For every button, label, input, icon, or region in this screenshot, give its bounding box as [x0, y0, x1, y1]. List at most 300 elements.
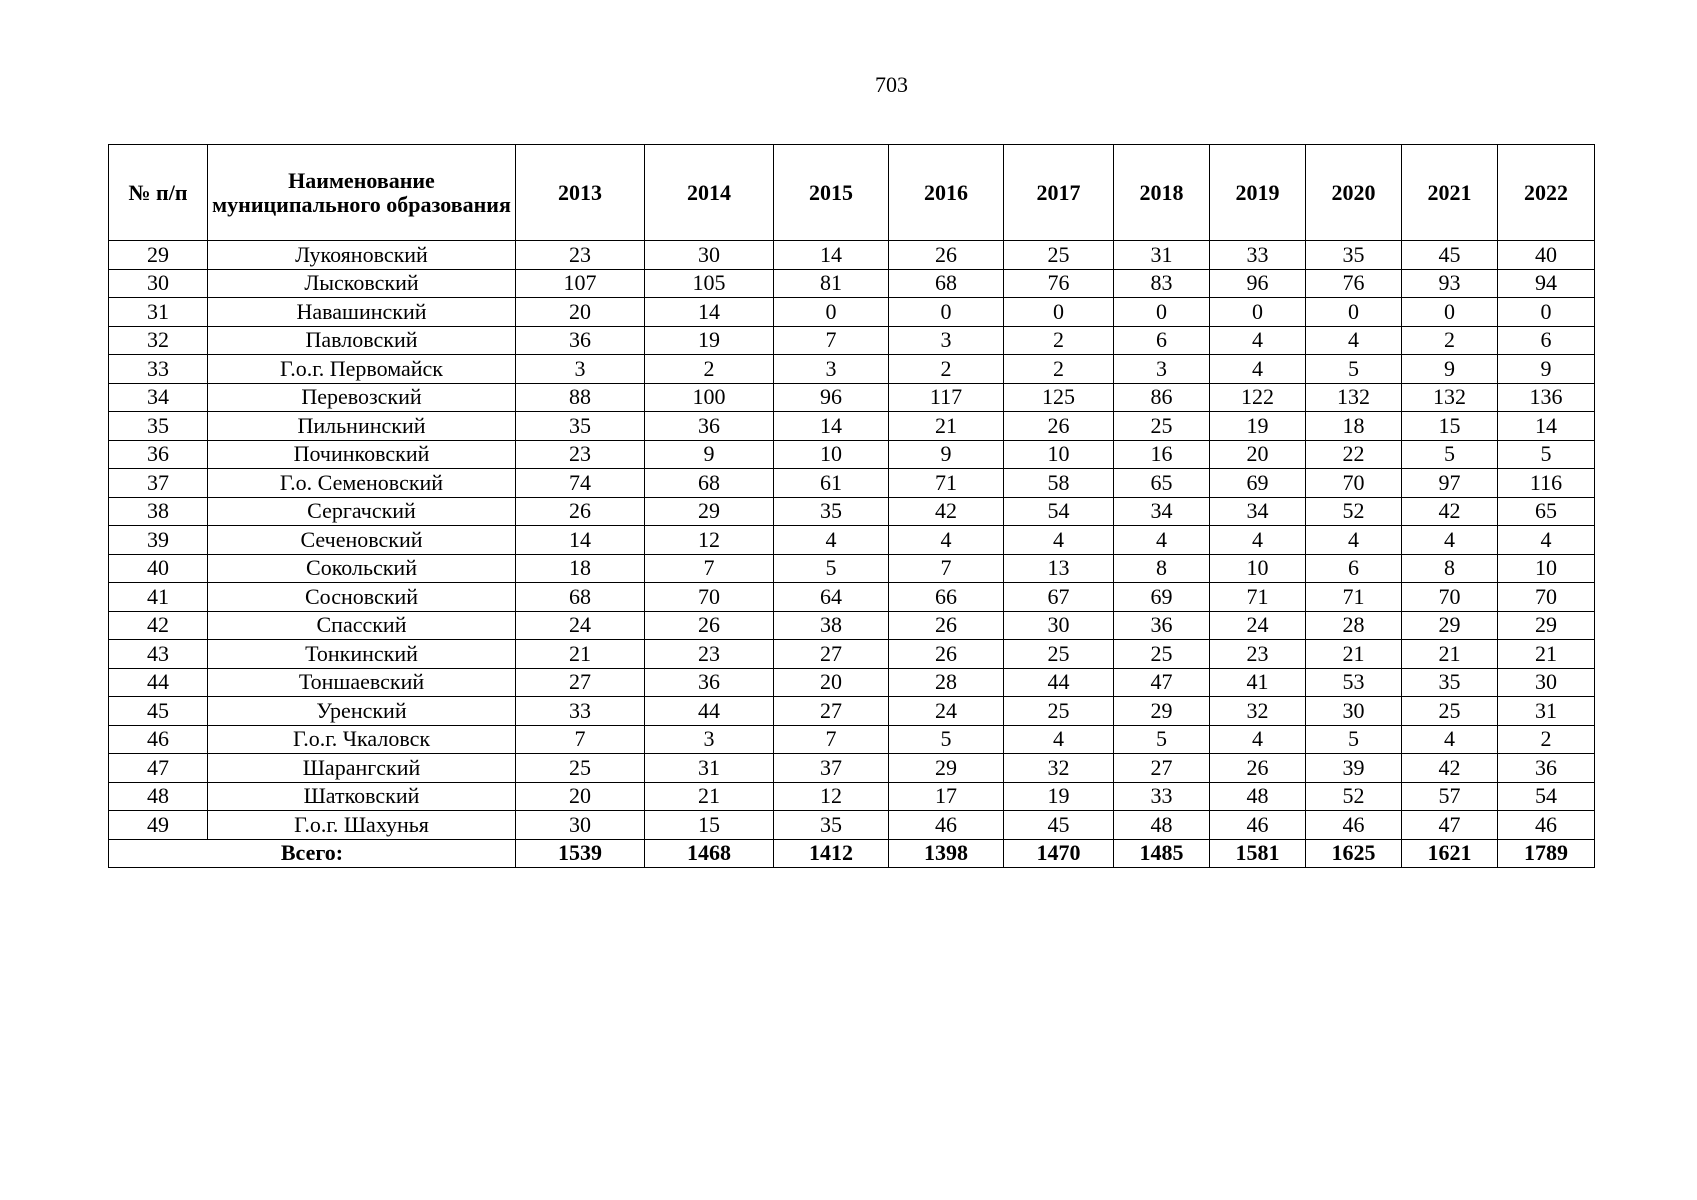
value-cell: 6 [1498, 326, 1595, 355]
value-cell: 36 [1114, 611, 1210, 640]
header-year: 2014 [645, 145, 774, 241]
value-cell: 23 [1210, 640, 1306, 669]
value-cell: 3 [1114, 355, 1210, 384]
value-cell: 15 [1402, 412, 1498, 441]
value-cell: 94 [1498, 269, 1595, 298]
total-value-cell: 1789 [1498, 839, 1595, 868]
value-cell: 3 [645, 725, 774, 754]
value-cell: 70 [1498, 583, 1595, 612]
total-row [109, 839, 1595, 868]
table-row [109, 326, 1595, 355]
value-cell: 35 [774, 497, 889, 526]
value-cell: 136 [1498, 383, 1595, 412]
value-cell: 36 [516, 326, 645, 355]
value-cell: 69 [1210, 469, 1306, 498]
value-cell: 33 [1210, 241, 1306, 270]
value-cell: 0 [1306, 298, 1402, 327]
municipality-name-cell: Г.о.г. Первомайск [208, 355, 516, 384]
value-cell: 12 [774, 782, 889, 811]
header-row [109, 145, 1595, 241]
value-cell: 16 [1114, 440, 1210, 469]
value-cell: 54 [1004, 497, 1114, 526]
value-cell: 13 [1004, 554, 1114, 583]
value-cell: 83 [1114, 269, 1210, 298]
value-cell: 132 [1402, 383, 1498, 412]
value-cell: 31 [1114, 241, 1210, 270]
value-cell: 9 [889, 440, 1004, 469]
value-cell: 0 [1114, 298, 1210, 327]
value-cell: 48 [1210, 782, 1306, 811]
row-number-cell: 46 [109, 725, 208, 754]
value-cell: 69 [1114, 583, 1210, 612]
value-cell: 27 [774, 640, 889, 669]
page-number: 703 [875, 72, 908, 97]
value-cell: 58 [1004, 469, 1114, 498]
value-cell: 46 [1306, 811, 1402, 840]
value-cell: 5 [1306, 355, 1402, 384]
municipality-name-cell: Г.о.г. Шахунья [208, 811, 516, 840]
value-cell: 67 [1004, 583, 1114, 612]
row-number-cell: 47 [109, 754, 208, 783]
value-cell: 0 [774, 298, 889, 327]
municipality-name-cell: Сосновский [208, 583, 516, 612]
row-number-cell: 44 [109, 668, 208, 697]
value-cell: 4 [1306, 326, 1402, 355]
header-year: 2019 [1210, 145, 1306, 241]
value-cell: 46 [889, 811, 1004, 840]
value-cell: 30 [645, 241, 774, 270]
value-cell: 61 [774, 469, 889, 498]
municipality-name-cell: Перевозский [208, 383, 516, 412]
value-cell: 86 [1114, 383, 1210, 412]
value-cell: 4 [1004, 526, 1114, 555]
table-body [109, 241, 1595, 840]
row-number-cell: 31 [109, 298, 208, 327]
value-cell: 105 [645, 269, 774, 298]
value-cell: 52 [1306, 782, 1402, 811]
value-cell: 14 [774, 241, 889, 270]
table-row [109, 811, 1595, 840]
value-cell: 24 [889, 697, 1004, 726]
table-row [109, 269, 1595, 298]
header-year: 2013 [516, 145, 645, 241]
value-cell: 42 [1402, 497, 1498, 526]
value-cell: 26 [645, 611, 774, 640]
municipality-name-cell: Г.о. Семеновский [208, 469, 516, 498]
value-cell: 100 [645, 383, 774, 412]
municipality-name-cell: Спасский [208, 611, 516, 640]
municipality-name-cell: Тоншаевский [208, 668, 516, 697]
header-year: 2020 [1306, 145, 1402, 241]
value-cell: 15 [645, 811, 774, 840]
table-row [109, 497, 1595, 526]
value-cell: 36 [645, 668, 774, 697]
value-cell: 30 [1004, 611, 1114, 640]
value-cell: 14 [645, 298, 774, 327]
value-cell: 48 [1114, 811, 1210, 840]
value-cell: 26 [516, 497, 645, 526]
value-cell: 40 [1498, 241, 1595, 270]
value-cell: 47 [1114, 668, 1210, 697]
value-cell: 70 [1402, 583, 1498, 612]
header-number: № п/п [109, 145, 208, 241]
table-row [109, 782, 1595, 811]
value-cell: 71 [1210, 583, 1306, 612]
value-cell: 12 [645, 526, 774, 555]
value-cell: 74 [516, 469, 645, 498]
value-cell: 2 [1402, 326, 1498, 355]
value-cell: 5 [889, 725, 1004, 754]
municipality-name-cell: Лысковский [208, 269, 516, 298]
value-cell: 32 [1004, 754, 1114, 783]
row-number-cell: 39 [109, 526, 208, 555]
value-cell: 45 [1402, 241, 1498, 270]
value-cell: 21 [1402, 640, 1498, 669]
total-value-cell: 1581 [1210, 839, 1306, 868]
value-cell: 4 [774, 526, 889, 555]
value-cell: 28 [889, 668, 1004, 697]
table-row [109, 355, 1595, 384]
value-cell: 41 [1210, 668, 1306, 697]
value-cell: 70 [645, 583, 774, 612]
value-cell: 68 [645, 469, 774, 498]
value-cell: 25 [1004, 241, 1114, 270]
row-number-cell: 32 [109, 326, 208, 355]
row-number-cell: 40 [109, 554, 208, 583]
table-row [109, 583, 1595, 612]
value-cell: 65 [1114, 469, 1210, 498]
value-cell: 7 [645, 554, 774, 583]
table-row [109, 725, 1595, 754]
value-cell: 20 [774, 668, 889, 697]
table-row [109, 697, 1595, 726]
value-cell: 117 [889, 383, 1004, 412]
value-cell: 4 [1498, 526, 1595, 555]
value-cell: 31 [1498, 697, 1595, 726]
value-cell: 4 [1210, 526, 1306, 555]
row-number-cell: 30 [109, 269, 208, 298]
municipality-name-cell: Сергачский [208, 497, 516, 526]
value-cell: 25 [516, 754, 645, 783]
municipality-name-cell: Сеченовский [208, 526, 516, 555]
row-number-cell: 37 [109, 469, 208, 498]
value-cell: 93 [1402, 269, 1498, 298]
value-cell: 10 [774, 440, 889, 469]
value-cell: 8 [1114, 554, 1210, 583]
value-cell: 25 [1114, 412, 1210, 441]
municipality-name-cell: Шарангский [208, 754, 516, 783]
value-cell: 9 [1402, 355, 1498, 384]
value-cell: 19 [645, 326, 774, 355]
value-cell: 70 [1306, 469, 1402, 498]
header-year: 2017 [1004, 145, 1114, 241]
value-cell: 64 [774, 583, 889, 612]
value-cell: 26 [889, 640, 1004, 669]
municipality-name-cell: Павловский [208, 326, 516, 355]
value-cell: 38 [774, 611, 889, 640]
value-cell: 35 [1306, 241, 1402, 270]
value-cell: 21 [889, 412, 1004, 441]
value-cell: 4 [1004, 725, 1114, 754]
value-cell: 29 [1498, 611, 1595, 640]
value-cell: 0 [1402, 298, 1498, 327]
row-number-cell: 38 [109, 497, 208, 526]
municipality-name-cell: Сокольский [208, 554, 516, 583]
value-cell: 29 [645, 497, 774, 526]
value-cell: 33 [516, 697, 645, 726]
header-year: 2018 [1114, 145, 1210, 241]
row-number-cell: 43 [109, 640, 208, 669]
value-cell: 26 [1004, 412, 1114, 441]
value-cell: 25 [1004, 697, 1114, 726]
value-cell: 0 [1210, 298, 1306, 327]
value-cell: 0 [1498, 298, 1595, 327]
value-cell: 57 [1402, 782, 1498, 811]
row-number-cell: 33 [109, 355, 208, 384]
row-number-cell: 45 [109, 697, 208, 726]
row-number-cell: 34 [109, 383, 208, 412]
value-cell: 66 [889, 583, 1004, 612]
value-cell: 4 [1210, 725, 1306, 754]
value-cell: 21 [645, 782, 774, 811]
value-cell: 96 [774, 383, 889, 412]
value-cell: 7 [774, 725, 889, 754]
value-cell: 0 [889, 298, 1004, 327]
value-cell: 17 [889, 782, 1004, 811]
value-cell: 4 [889, 526, 1004, 555]
value-cell: 31 [645, 754, 774, 783]
table-row [109, 526, 1595, 555]
table-row [109, 611, 1595, 640]
value-cell: 34 [1114, 497, 1210, 526]
municipality-name-cell: Уренский [208, 697, 516, 726]
table-row [109, 298, 1595, 327]
header-municipality: Наименование муниципального образования [208, 145, 516, 241]
value-cell: 20 [516, 782, 645, 811]
total-value-cell: 1412 [774, 839, 889, 868]
row-number-cell: 42 [109, 611, 208, 640]
row-number-cell: 49 [109, 811, 208, 840]
value-cell: 26 [889, 241, 1004, 270]
value-cell: 20 [1210, 440, 1306, 469]
row-number-cell: 35 [109, 412, 208, 441]
value-cell: 44 [1004, 668, 1114, 697]
value-cell: 21 [1498, 640, 1595, 669]
value-cell: 37 [774, 754, 889, 783]
value-cell: 4 [1306, 526, 1402, 555]
value-cell: 88 [516, 383, 645, 412]
value-cell: 3 [516, 355, 645, 384]
value-cell: 25 [1114, 640, 1210, 669]
value-cell: 18 [1306, 412, 1402, 441]
table-row [109, 640, 1595, 669]
table-row [109, 383, 1595, 412]
value-cell: 81 [774, 269, 889, 298]
value-cell: 2 [889, 355, 1004, 384]
value-cell: 4 [1210, 326, 1306, 355]
value-cell: 5 [774, 554, 889, 583]
value-cell: 36 [645, 412, 774, 441]
total-value-cell: 1470 [1004, 839, 1114, 868]
value-cell: 22 [1306, 440, 1402, 469]
value-cell: 4 [1114, 526, 1210, 555]
value-cell: 54 [1498, 782, 1595, 811]
value-cell: 21 [1306, 640, 1402, 669]
value-cell: 21 [516, 640, 645, 669]
value-cell: 76 [1004, 269, 1114, 298]
value-cell: 132 [1306, 383, 1402, 412]
value-cell: 71 [1306, 583, 1402, 612]
value-cell: 30 [1498, 668, 1595, 697]
value-cell: 14 [774, 412, 889, 441]
value-cell: 45 [1004, 811, 1114, 840]
value-cell: 29 [889, 754, 1004, 783]
total-label: Всего: [109, 839, 516, 868]
value-cell: 46 [1210, 811, 1306, 840]
value-cell: 7 [516, 725, 645, 754]
value-cell: 116 [1498, 469, 1595, 498]
value-cell: 19 [1004, 782, 1114, 811]
header-year: 2016 [889, 145, 1004, 241]
value-cell: 24 [516, 611, 645, 640]
value-cell: 35 [774, 811, 889, 840]
row-number-cell: 29 [109, 241, 208, 270]
value-cell: 125 [1004, 383, 1114, 412]
value-cell: 0 [1004, 298, 1114, 327]
value-cell: 65 [1498, 497, 1595, 526]
value-cell: 29 [1114, 697, 1210, 726]
value-cell: 42 [889, 497, 1004, 526]
value-cell: 2 [1004, 355, 1114, 384]
value-cell: 26 [1210, 754, 1306, 783]
total-value-cell: 1539 [516, 839, 645, 868]
value-cell: 53 [1306, 668, 1402, 697]
value-cell: 4 [1210, 355, 1306, 384]
value-cell: 33 [1114, 782, 1210, 811]
row-number-cell: 48 [109, 782, 208, 811]
value-cell: 46 [1498, 811, 1595, 840]
value-cell: 6 [1114, 326, 1210, 355]
value-cell: 5 [1114, 725, 1210, 754]
value-cell: 30 [1306, 697, 1402, 726]
value-cell: 68 [516, 583, 645, 612]
value-cell: 27 [1114, 754, 1210, 783]
municipality-name-cell: Лукояновский [208, 241, 516, 270]
value-cell: 6 [1306, 554, 1402, 583]
total-value-cell: 1468 [645, 839, 774, 868]
value-cell: 14 [516, 526, 645, 555]
value-cell: 35 [1402, 668, 1498, 697]
total-value-cell: 1621 [1402, 839, 1498, 868]
municipality-name-cell: Шатковский [208, 782, 516, 811]
table-footer [109, 839, 1595, 868]
value-cell: 4 [1402, 725, 1498, 754]
value-cell: 8 [1402, 554, 1498, 583]
value-cell: 5 [1498, 440, 1595, 469]
value-cell: 27 [774, 697, 889, 726]
value-cell: 19 [1210, 412, 1306, 441]
table-header [109, 145, 1595, 241]
value-cell: 26 [889, 611, 1004, 640]
header-year: 2015 [774, 145, 889, 241]
value-cell: 2 [1004, 326, 1114, 355]
value-cell: 4 [1402, 526, 1498, 555]
table-row [109, 469, 1595, 498]
value-cell: 35 [516, 412, 645, 441]
table-row [109, 668, 1595, 697]
value-cell: 10 [1004, 440, 1114, 469]
value-cell: 25 [1402, 697, 1498, 726]
value-cell: 27 [516, 668, 645, 697]
value-cell: 7 [774, 326, 889, 355]
value-cell: 36 [1498, 754, 1595, 783]
table-row [109, 440, 1595, 469]
value-cell: 23 [516, 241, 645, 270]
value-cell: 23 [516, 440, 645, 469]
value-cell: 25 [1004, 640, 1114, 669]
municipality-name-cell: Г.о.г. Чкаловск [208, 725, 516, 754]
value-cell: 18 [516, 554, 645, 583]
municipality-name-cell: Пильнинский [208, 412, 516, 441]
total-value-cell: 1485 [1114, 839, 1210, 868]
value-cell: 10 [1210, 554, 1306, 583]
value-cell: 29 [1402, 611, 1498, 640]
municipality-name-cell: Починковский [208, 440, 516, 469]
value-cell: 7 [889, 554, 1004, 583]
municipal-data-table [108, 144, 1595, 868]
value-cell: 3 [774, 355, 889, 384]
value-cell: 47 [1402, 811, 1498, 840]
value-cell: 34 [1210, 497, 1306, 526]
value-cell: 71 [889, 469, 1004, 498]
value-cell: 24 [1210, 611, 1306, 640]
total-value-cell: 1625 [1306, 839, 1402, 868]
value-cell: 44 [645, 697, 774, 726]
row-number-cell: 41 [109, 583, 208, 612]
value-cell: 14 [1498, 412, 1595, 441]
value-cell: 23 [645, 640, 774, 669]
value-cell: 76 [1306, 269, 1402, 298]
value-cell: 10 [1498, 554, 1595, 583]
value-cell: 5 [1306, 725, 1402, 754]
value-cell: 9 [645, 440, 774, 469]
value-cell: 9 [1498, 355, 1595, 384]
value-cell: 5 [1402, 440, 1498, 469]
header-year: 2022 [1498, 145, 1595, 241]
value-cell: 122 [1210, 383, 1306, 412]
table-row [109, 554, 1595, 583]
value-cell: 3 [889, 326, 1004, 355]
municipality-name-cell: Тонкинский [208, 640, 516, 669]
value-cell: 20 [516, 298, 645, 327]
value-cell: 2 [645, 355, 774, 384]
table-row [109, 754, 1595, 783]
value-cell: 52 [1306, 497, 1402, 526]
table-row [109, 241, 1595, 270]
value-cell: 107 [516, 269, 645, 298]
value-cell: 68 [889, 269, 1004, 298]
value-cell: 28 [1306, 611, 1402, 640]
total-value-cell: 1398 [889, 839, 1004, 868]
value-cell: 32 [1210, 697, 1306, 726]
header-year: 2021 [1402, 145, 1498, 241]
municipality-name-cell: Навашинский [208, 298, 516, 327]
table-row [109, 412, 1595, 441]
value-cell: 97 [1402, 469, 1498, 498]
value-cell: 30 [516, 811, 645, 840]
row-number-cell: 36 [109, 440, 208, 469]
value-cell: 2 [1498, 725, 1595, 754]
